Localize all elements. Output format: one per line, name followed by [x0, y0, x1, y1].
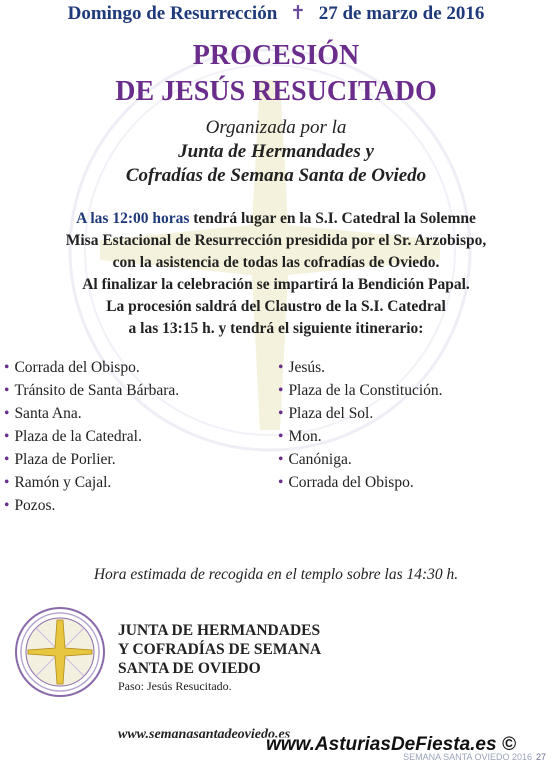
list-item: • Jesús. [278, 356, 443, 379]
list-item: • Mon. [278, 425, 443, 448]
title-line-1: PROCESIÓN [192, 40, 360, 71]
list-item: • Plaza de la Constitución. [278, 379, 443, 402]
intro-line-6: a las 13:15 h. y tendrá el siguiente itinerario: [128, 320, 424, 337]
list-item: • Ramón y Cajal. [4, 471, 179, 494]
itinerary-right-list [278, 356, 443, 494]
organization-line-2: Y COFRADÍAS DE SEMANA [118, 641, 322, 658]
intro-line-1 [0, 208, 552, 230]
page-title [0, 38, 552, 110]
list-item: • Santa Ana. [4, 402, 179, 425]
organizer-line-3: Cofradías de Semana Santa de Oviedo [125, 165, 427, 186]
page-number: 27 [535, 752, 546, 762]
intro-line-5: La procesión saldrá del Claustro de la S.I. Catedral [106, 298, 446, 315]
intro-line-4: Al finalizar la celebración se impartirá la Bendición Papal. [82, 276, 470, 293]
organization-name [118, 621, 321, 678]
header-date-right: 27 de marzo de 2016 [318, 3, 485, 24]
cross-emblem-logo [14, 606, 106, 698]
footer-label: SEMANA SANTA OVIEDO 2016 [403, 752, 532, 762]
title-line-2: DE JESÚS RESUCITADO [115, 76, 437, 107]
list-item: • Corrada del Obispo. [4, 356, 179, 379]
intro-time: A las 12:00 horas [76, 210, 190, 227]
website-link[interactable]: www.semanasantadeoviedo.es [118, 727, 291, 742]
organizer-line-1: Organizada por la [205, 117, 347, 138]
page-header [0, 2, 552, 25]
list-item: • Pozos. [4, 494, 179, 517]
list-item: • Plaza del Sol. [278, 402, 443, 425]
organizer-line-2: Junta de Hermandades y [178, 141, 374, 162]
header-date-left: Domingo de Resurrección [67, 3, 278, 24]
list-item: • Tránsito de Santa Bárbara. [4, 379, 179, 402]
list-item: • Corrada del Obispo. [278, 471, 443, 494]
intro-line-3: con la asistencia de todas las cofradías de Oviedo. [112, 254, 440, 271]
list-item: • Plaza de Porlier. [4, 448, 179, 471]
list-item: • Plaza de la Catedral. [4, 425, 179, 448]
intro-text [0, 208, 552, 340]
return-time-note: Hora estimada de recogida en el templo sobre las 14:30 h. [93, 566, 459, 583]
intro-line-2: Misa Estacional de Resurrección presidida por el Sr. Arzobispo, [65, 232, 487, 249]
watermark-stamp: www.AsturiasDeFiesta.es © [266, 734, 516, 755]
list-item: • Canóniga. [278, 448, 443, 471]
paso-label: Paso: Jesús Resucitado. [118, 679, 232, 693]
intro-line-1-rest: tendrá lugar en la S.I. Catedral la Solemne [189, 210, 476, 227]
organization-line-3: SANTA DE OVIEDO [118, 660, 261, 677]
organization-line-1: JUNTA DE HERMANDADES [118, 622, 321, 639]
itinerary-left-list [4, 356, 179, 517]
latin-cross-icon: ✝ [290, 3, 306, 24]
organizer-block [0, 116, 552, 188]
